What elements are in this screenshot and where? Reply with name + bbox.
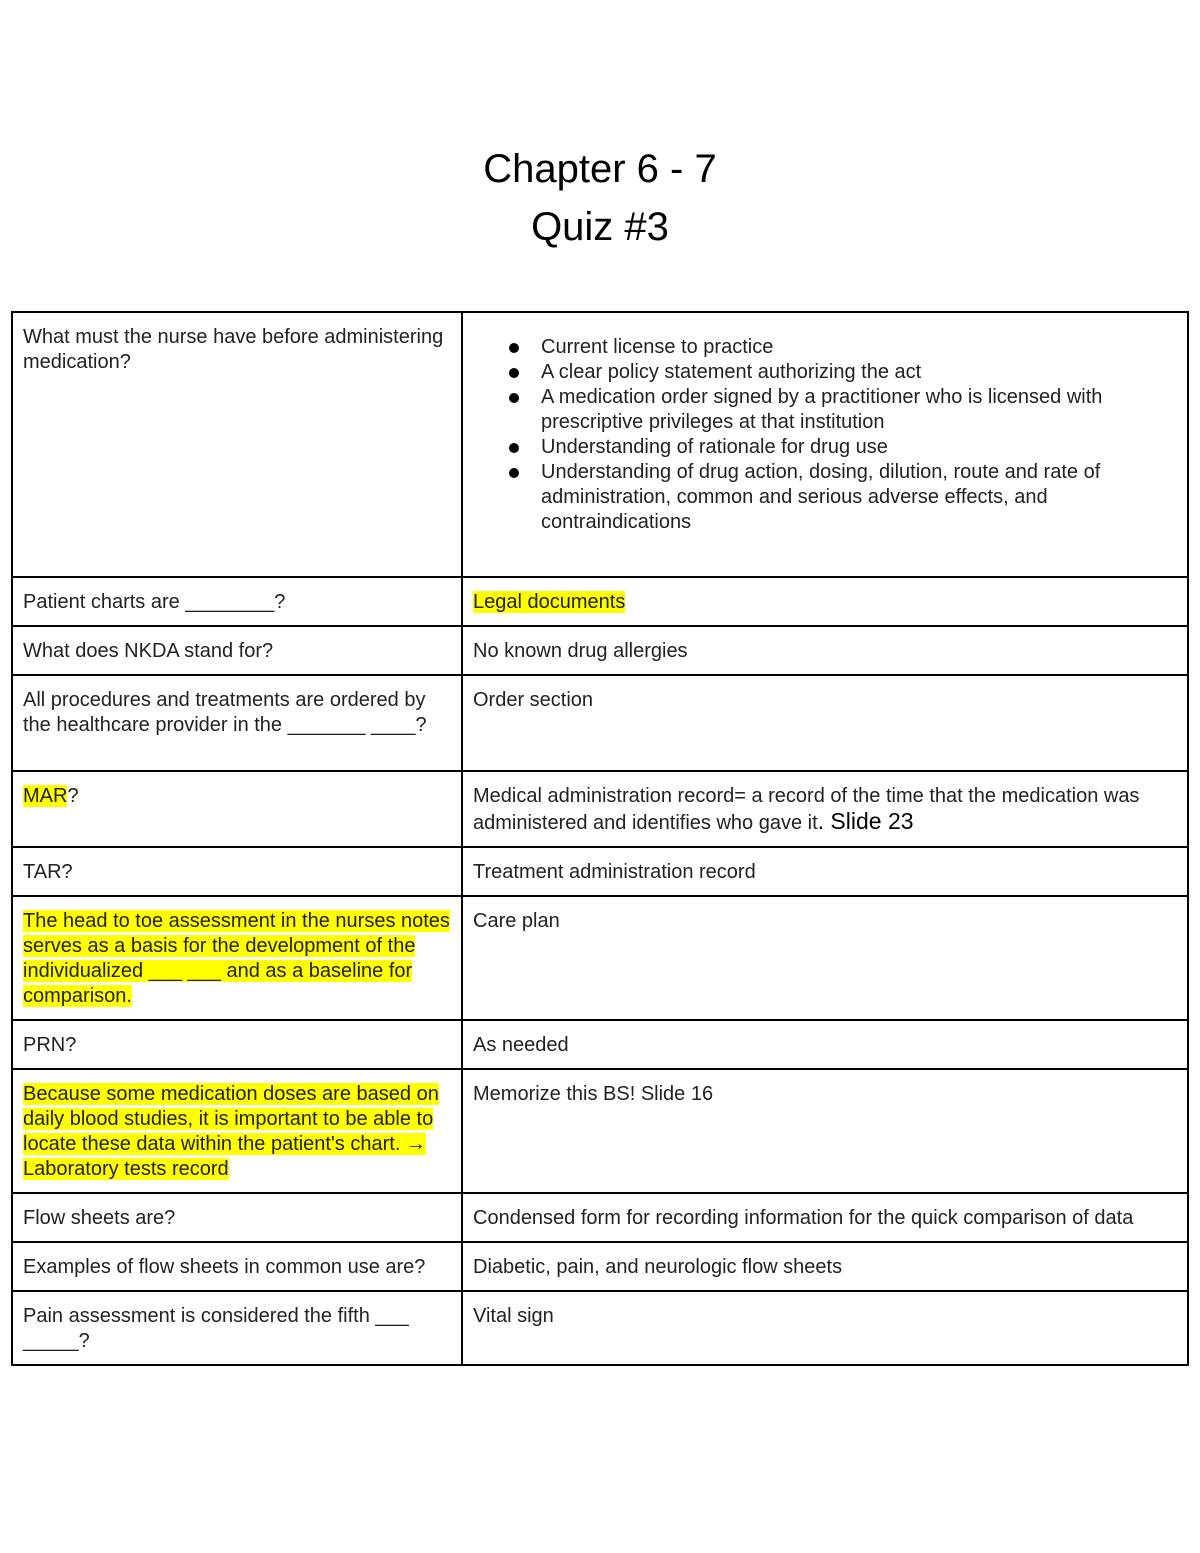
question-cell xyxy=(12,1069,462,1193)
answer-cell xyxy=(462,626,1188,675)
list-item: Understanding of rationale for drug use xyxy=(541,435,1177,460)
question-cell xyxy=(12,1242,462,1291)
question-cell xyxy=(12,847,462,896)
question-cell xyxy=(12,577,462,626)
table-row xyxy=(12,577,1188,626)
question-cell xyxy=(12,1193,462,1242)
question-text-highlight: MAR xyxy=(23,785,68,807)
question-cell xyxy=(12,675,462,771)
answer-list xyxy=(473,335,1177,535)
question-cell xyxy=(12,626,462,675)
question-text: TAR? xyxy=(23,861,73,883)
quiz-table xyxy=(11,311,1189,1366)
table-row xyxy=(12,1193,1188,1242)
list-item: Understanding of drug action, dosing, dilution, route and rate of administration, common and serious adverse effects, and contraindications xyxy=(541,460,1177,535)
title-quiz: Quiz #3 xyxy=(531,205,669,249)
answer-cell xyxy=(462,675,1188,771)
answer-text: Condensed form for recording information for the quick comparison of data xyxy=(473,1207,1134,1229)
document-title xyxy=(0,140,1200,256)
table-row xyxy=(12,675,1188,771)
answer-cell xyxy=(462,1242,1188,1291)
answer-text: Order section xyxy=(473,689,594,711)
answer-cell xyxy=(462,896,1188,1020)
question-cell xyxy=(12,1291,462,1365)
table-row xyxy=(12,626,1188,675)
question-text: Examples of flow sheets in common use are? xyxy=(23,1256,426,1278)
answer-cell xyxy=(462,771,1188,847)
question-cell xyxy=(12,771,462,847)
question-text: ? xyxy=(67,785,79,807)
answer-cell xyxy=(462,577,1188,626)
question-text: Because some medication doses are based on daily blood studies, it is important to be able to locate these data within the patient's chart. → Laboratory tests record xyxy=(23,1083,439,1180)
question-cell xyxy=(12,312,462,577)
answer-cell xyxy=(462,847,1188,896)
question-text: PRN? xyxy=(23,1034,77,1056)
answer-text: Medical administration record= a record of the time that the medication was administered and identifies who gave it xyxy=(473,785,1140,834)
table-row xyxy=(12,1291,1188,1365)
list-item: Current license to practice xyxy=(541,335,1177,360)
answer-cell xyxy=(462,1291,1188,1365)
title-chapter: Chapter 6 - 7 xyxy=(483,147,717,191)
table-row xyxy=(12,1020,1188,1069)
question-text: What must the nurse have before administering medication? xyxy=(23,326,444,373)
question-text: The head to toe assessment in the nurses notes serves as a basis for the development of the individualized ___ ___ and as a baseline for comparison. xyxy=(23,910,450,1007)
answer-text: As needed xyxy=(473,1034,569,1056)
table-row xyxy=(12,1242,1188,1291)
question-text: Pain assessment is considered the fifth ___ _____? xyxy=(23,1305,409,1352)
answer-cell xyxy=(462,312,1188,577)
slide-reference: . Slide 23 xyxy=(817,808,914,834)
answer-text: Treatment administration record xyxy=(473,861,756,883)
list-item: A medication order signed by a practitioner who is licensed with prescriptive privileges at that institution xyxy=(541,385,1177,435)
answer-text: Diabetic, pain, and neurologic flow sheets xyxy=(473,1256,843,1278)
table-row xyxy=(12,312,1188,577)
answer-text: Vital sign xyxy=(473,1305,554,1327)
question-text: All procedures and treatments are ordered by the healthcare provider in the _______ ____? xyxy=(23,689,427,736)
answer-cell xyxy=(462,1069,1188,1193)
answer-text: Care plan xyxy=(473,910,560,932)
table-row xyxy=(12,1069,1188,1193)
answer-cell xyxy=(462,1020,1188,1069)
answer-cell xyxy=(462,1193,1188,1242)
table-row xyxy=(12,847,1188,896)
table-row xyxy=(12,896,1188,1020)
question-text: Flow sheets are? xyxy=(23,1207,176,1229)
answer-text: Legal documents xyxy=(473,591,626,613)
question-text: What does NKDA stand for? xyxy=(23,640,274,662)
question-cell xyxy=(12,1020,462,1069)
question-cell xyxy=(12,896,462,1020)
question-text: Patient charts are ________? xyxy=(23,591,286,613)
table-row xyxy=(12,771,1188,847)
answer-text: Memorize this BS! Slide 16 xyxy=(473,1083,714,1105)
answer-text: No known drug allergies xyxy=(473,640,688,662)
list-item: A clear policy statement authorizing the act xyxy=(541,360,1177,385)
